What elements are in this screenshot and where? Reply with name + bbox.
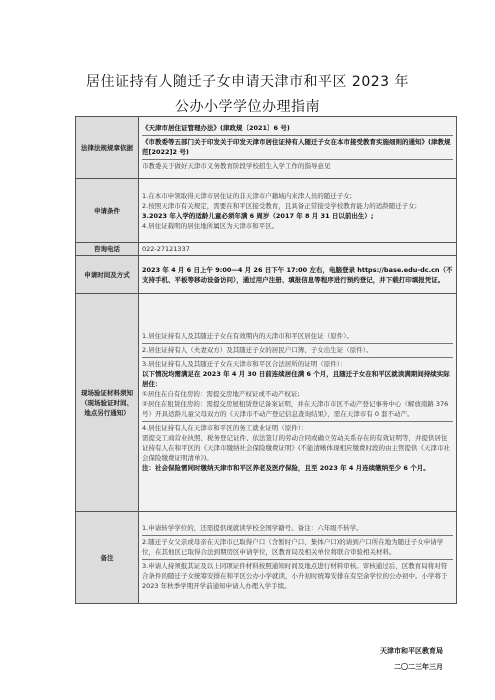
row-materials <box>76 294 457 512</box>
row-conditions <box>76 179 457 243</box>
guide-table <box>75 116 457 604</box>
condition-4: 4.居住证载明的居住地所属区为天津市和平区。 <box>142 221 279 230</box>
condition-3: 3.2023 年入学的适龄儿童必须年满 6 周岁（2017 年 8 月 31 日以前出生）; <box>142 211 374 220</box>
document-title-line2: 公办小学学位办理指南 <box>175 99 320 115</box>
material-4-note: 注：社会保险需同时缴纳天津市和平区养老及医疗保险，且至 2023 年 4 月连续缴纳至少 6 个月。 <box>142 464 430 472</box>
label-notes: 备注 <box>76 512 139 604</box>
label-materials: 现场验证材料须知（现场验证时间、地点另行通知） <box>76 294 139 512</box>
legal-item-3: 市教委关于做好天津市义务教育阶段学校招生入学工作的指导意见 <box>142 162 331 170</box>
issuer-name: 天津市和平区教育局 <box>380 647 443 655</box>
label-conditions: 申请条件 <box>76 179 139 243</box>
note-3: 3.申请人持须报其证及以上同项证件材料按照通知时间及地点进行材料审核。审核通过后，区教育局将对符合条件的随迁子女统筹安排在和平区公办小学就读，小升初时统筹安排在有空余学位的公办初中。小学将于 2023 年秋季学期开学前通知申请人办理入学手续。 <box>142 562 448 590</box>
phone-number: 022-27121337 <box>139 243 457 256</box>
legal-item-2: 《市教委等五部门关于印发关于印发天津市居住证持有人随迁子女在本市接受教育实施细则的通知》(津教规范[2022]2 号) <box>142 136 453 160</box>
material-4 <box>142 422 453 475</box>
label-time-method: 申请时间及方式 <box>76 256 139 294</box>
material-3-rented: ②居住在租赁住房的：需提交房屋租赁登记备案证明，并在天津市市区不动产登记事务中心（解放南路 376 号）开具适龄儿童父母双方的《天津市不动产登记信息查询结果》，需在天津市有 0 套不动产。 <box>142 400 449 418</box>
cell-legal-basis <box>139 117 457 179</box>
document-title-line1: 居住证持有人随迁子女申请天津市和平区 2023 年 <box>85 74 410 90</box>
note-2: 2.随迁子女父亲或母亲在天津市已取得户口（含暂时户口、集体户口)的请到户口所在地为随迁子女申请学位，在其他区已取得合法到期房区申请学位，区教育局及相关单位将联合审验相关材料。 <box>142 536 453 560</box>
cell-notes <box>139 512 457 604</box>
row-time-method <box>76 256 457 294</box>
note-1: 1.申请转学学位的，还需提供现就读学校全国学籍号。备注：六年级不转学。 <box>142 522 453 536</box>
row-notes <box>76 512 457 604</box>
time-method-text: 2023 年 4 月 6 日上午 9:00—4 月 26 日下午 17:00 左右，电脑登录 https://base.edu-dc.cn（不支持手机、平板等移动设备访问），通过用户注册、填报信息等程序进行预约登记，并下载打印填报凭证。 <box>139 256 457 294</box>
cell-materials <box>139 294 457 512</box>
material-4-head: 4.居住证持有人在天津市和平区的务工就业证明（原件）： <box>142 424 308 432</box>
cell-conditions <box>139 179 457 243</box>
material-4-body: 需提交工商营业执照、税务登记证件、依法签订的劳动合同或确立劳动关系存在的有效证明等，并提供居住证持有人在和平区的《天津市缴纳社会保险缴费证明》(不能清晰体现相应缴费时段的由主管提供《天津市社会保险缴费证明清单》)。 <box>142 434 451 462</box>
row-phone <box>76 243 457 256</box>
material-3-requirement: 以下情况均需满足在 2023 年 4 月 30 日前连续居住满 6 个月，且随迁子女在和平区就读满期间持续实际居住： <box>142 370 450 388</box>
material-1: 1.居住证持有人及其随迁子女在有效期内的天津市和平区居住证（原件）。 <box>142 330 453 344</box>
material-3 <box>142 358 453 422</box>
condition-2: 2.按照天津市有关规定，需要在和平区接受教育，且具备正常接受学校教育能力的适龄随迁子女; <box>142 201 417 210</box>
condition-1: 1.在本市申领取得天津市居住证的非天津市户籍域内来津人员的随迁子女; <box>142 191 352 200</box>
material-3-head: 3.居住证持有人及其随迁子女在天津市和平区合法居所的证明（原件）： <box>142 360 347 368</box>
label-phone: 咨询电话 <box>76 243 139 256</box>
row-legal-basis <box>76 117 457 179</box>
issue-date: 二〇二三年三月 <box>394 663 443 671</box>
material-3-owned: ①居住在自有住房的：需提交房地产权证或不动产权证; <box>142 390 300 398</box>
legal-item-1: 《天津市居住证管理办法》(津政规〔2021〕6 号) <box>142 122 453 136</box>
label-legal-basis: 法律法规规章依据 <box>76 117 139 179</box>
material-2: 2.居住证持有人（夫妻双方）及其随迁子女的居民户口簿、子女出生证（原件）。 <box>142 344 453 358</box>
